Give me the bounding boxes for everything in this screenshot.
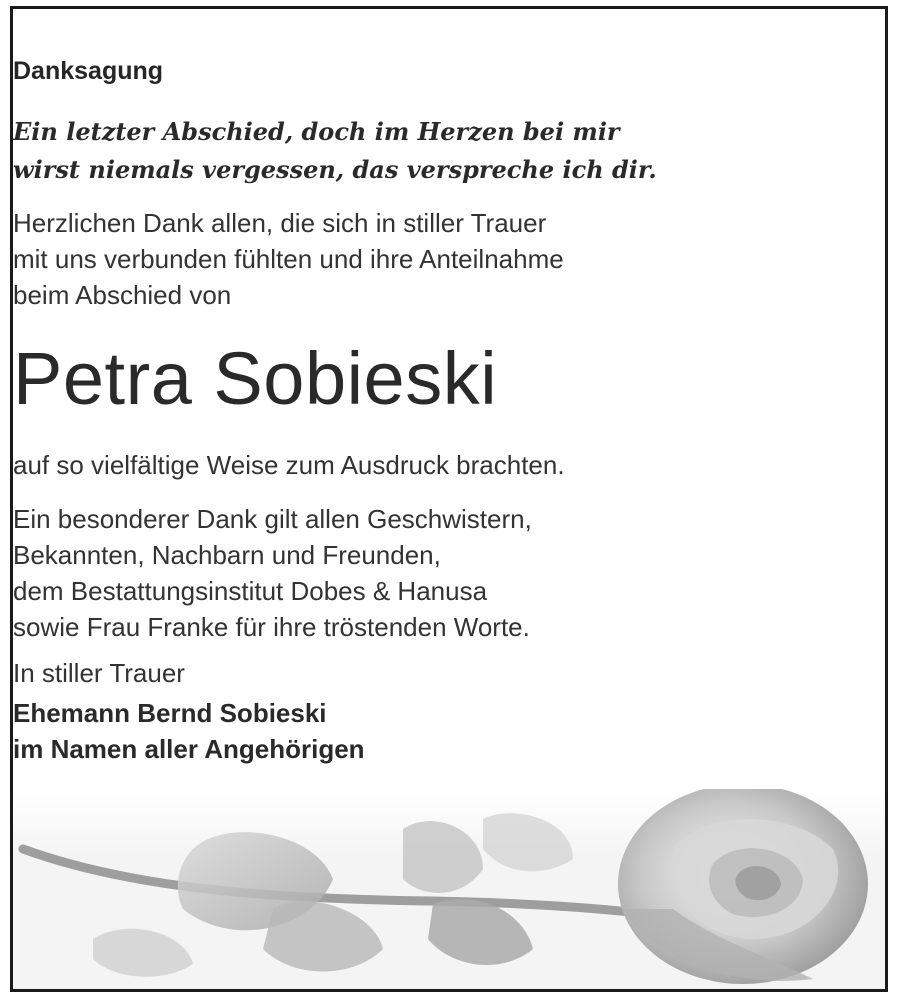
intro-text bbox=[13, 205, 885, 313]
after-name-text: auf so vielfältige Weise zum Ausdruck brachten. bbox=[13, 450, 565, 480]
verse-line: wirst niemals vergessen, das verspreche ich dir. bbox=[13, 155, 657, 184]
intro-line: mit uns verbunden fühlten und ihre Anteilnahme bbox=[13, 244, 564, 274]
signatories bbox=[13, 695, 885, 767]
intro-line: beim Abschied von bbox=[13, 280, 232, 310]
thanks-line: sowie Frau Franke für ihre tröstenden Worte. bbox=[13, 612, 530, 642]
thanks-line: dem Bestattungsinstitut Dobes & Hanusa bbox=[13, 576, 488, 606]
sign-intro: In stiller Trauer bbox=[13, 658, 185, 688]
deceased-name: Petra Sobieski bbox=[13, 337, 498, 420]
verse bbox=[13, 113, 885, 189]
signatory-line: im Namen aller Angehörigen bbox=[13, 734, 365, 764]
intro-line: Herzlichen Dank allen, die sich in stiller Trauer bbox=[13, 208, 547, 238]
signatory-line: Ehemann Bernd Sobieski bbox=[13, 698, 327, 728]
verse-line: Ein letzter Abschied, doch im Herzen bei mir bbox=[13, 117, 620, 146]
thanks-line: Ein besonderer Dank gilt allen Geschwistern, bbox=[13, 504, 532, 534]
thanks-line: Bekannten, Nachbarn und Freunden, bbox=[13, 540, 441, 570]
special-thanks bbox=[13, 501, 885, 645]
obituary-card bbox=[10, 6, 888, 992]
heading: Danksagung bbox=[13, 57, 164, 85]
rose-illustration bbox=[13, 789, 885, 989]
